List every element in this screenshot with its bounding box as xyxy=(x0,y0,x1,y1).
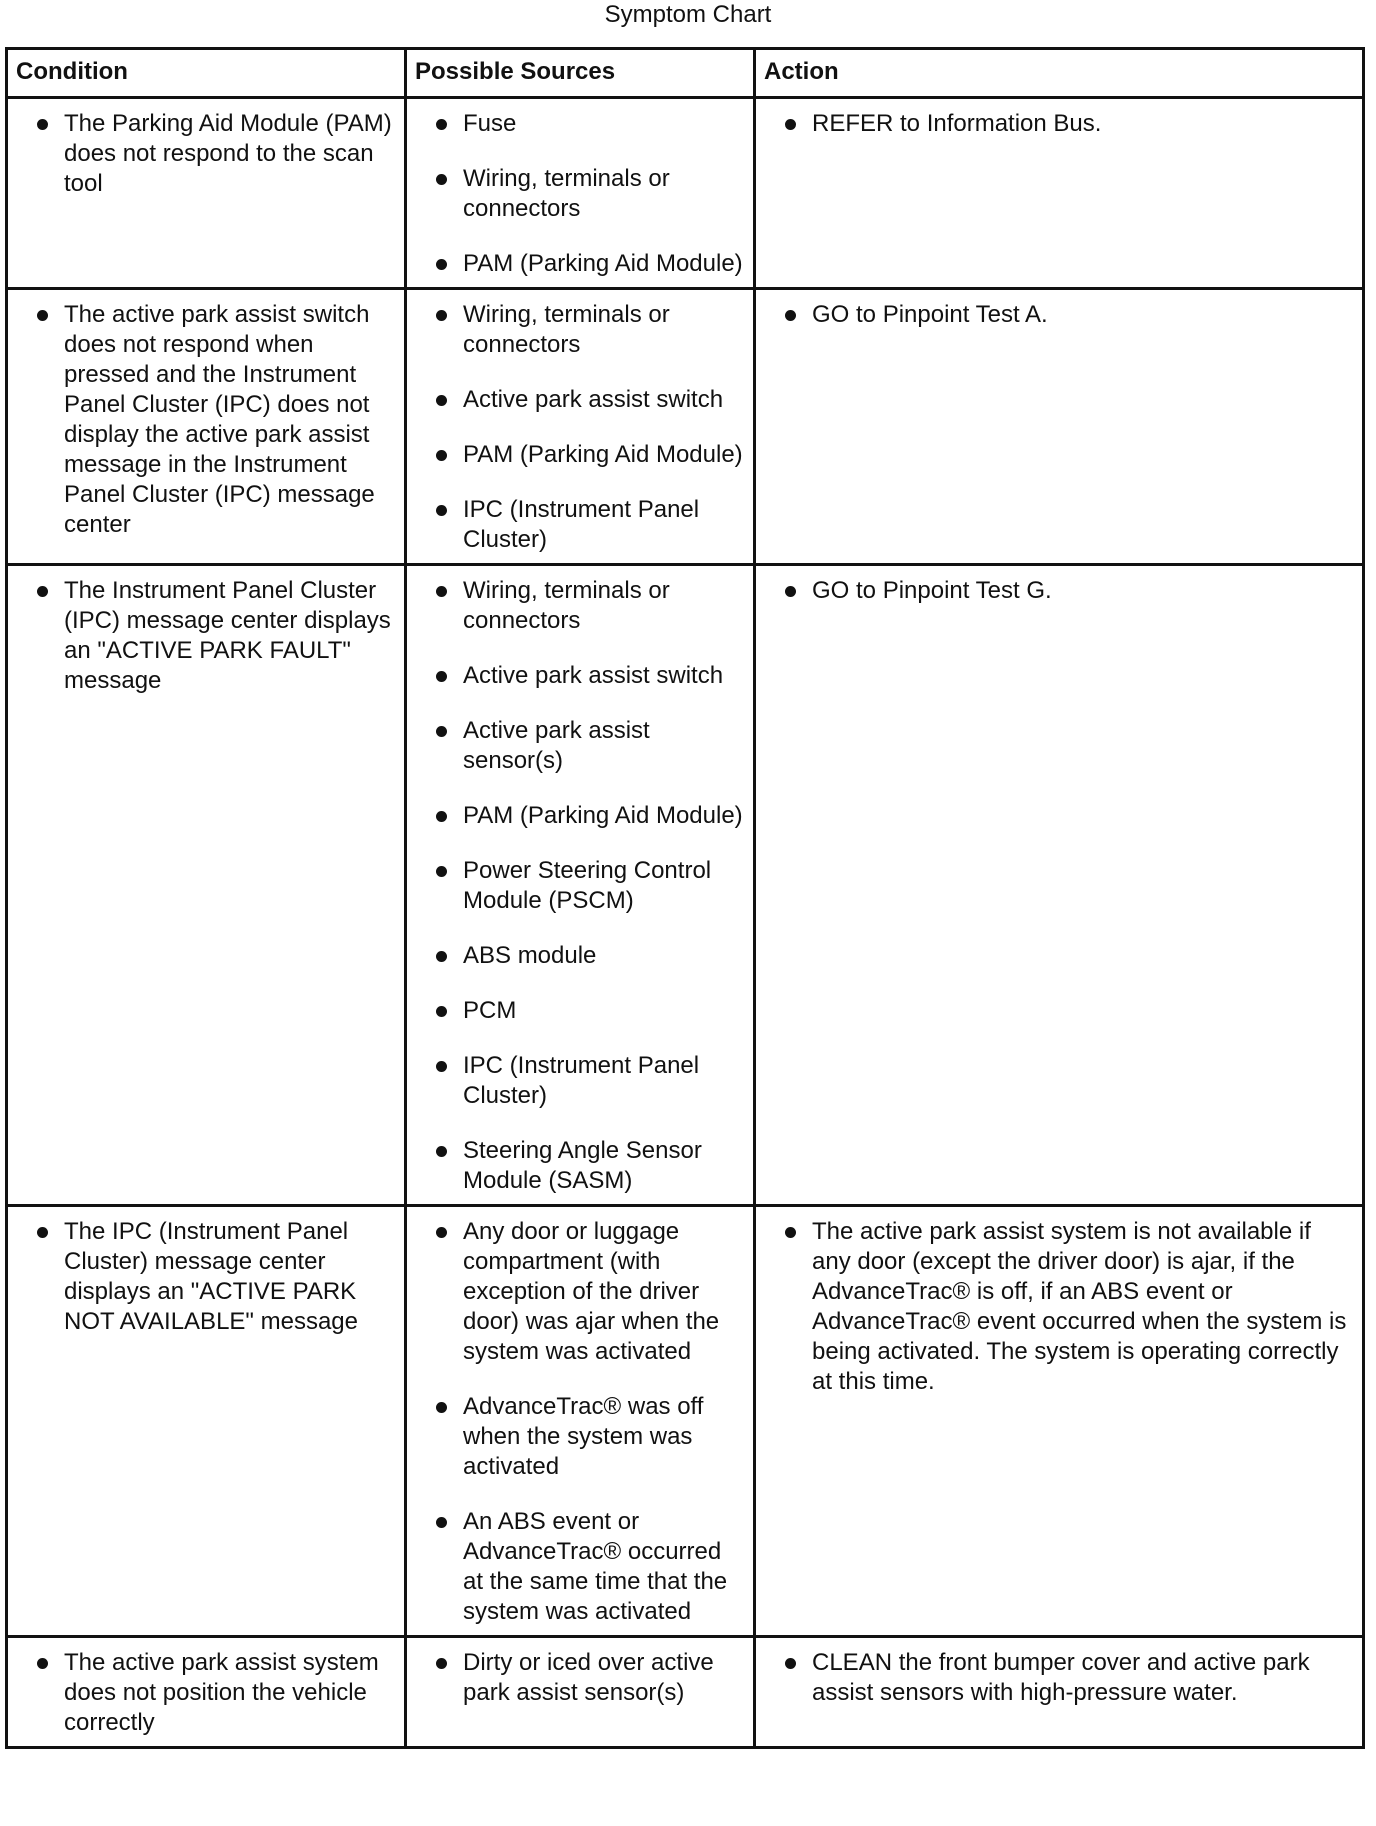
action-cell xyxy=(755,1637,1364,1748)
list-item-text: Fuse xyxy=(463,110,517,137)
bullet-icon xyxy=(37,310,48,321)
condition-cell xyxy=(7,98,406,289)
list-item xyxy=(415,495,747,555)
list-item xyxy=(764,300,1356,330)
bullet-list xyxy=(764,1648,1356,1708)
list-item xyxy=(415,661,747,691)
possible-sources-cell xyxy=(406,1637,755,1748)
action-cell xyxy=(755,289,1364,565)
bullet-icon xyxy=(436,866,447,877)
bullet-icon xyxy=(37,119,48,130)
condition-cell xyxy=(7,289,406,565)
list-item-text: Dirty or iced over active park assist sensor(s) xyxy=(463,1649,714,1706)
list-item xyxy=(764,109,1356,139)
bullet-icon xyxy=(436,951,447,962)
list-item xyxy=(415,1217,747,1367)
table-header-row xyxy=(7,49,1364,98)
bullet-list xyxy=(415,1648,747,1708)
possible-sources-cell xyxy=(406,1206,755,1637)
bullet-icon xyxy=(436,1061,447,1072)
page-title: Symptom Chart xyxy=(604,1,772,28)
list-item-text: Any door or luggage compartment (with exception of the driver door) was ajar when the system was activated xyxy=(463,1218,720,1365)
list-item-text: PCM xyxy=(463,997,517,1024)
list-item xyxy=(415,440,747,470)
possible-sources-cell xyxy=(406,289,755,565)
list-item-text: The active park assist switch does not respond when pressed and the Instrument Panel Cluster (IPC) does not display the active park assist message in the Instrument Panel Cluster (IPC) message center xyxy=(64,301,375,538)
action-cell xyxy=(755,565,1364,1206)
bullet-list xyxy=(764,300,1356,330)
list-item xyxy=(415,801,747,831)
list-item-text: Power Steering Control Module (PSCM) xyxy=(463,857,712,914)
list-item xyxy=(764,576,1356,606)
possible-sources-cell xyxy=(406,565,755,1206)
bullet-icon xyxy=(37,1227,48,1238)
bullet-icon xyxy=(436,450,447,461)
bullet-icon xyxy=(436,1402,447,1413)
table-row xyxy=(7,565,1364,1206)
bullet-icon xyxy=(785,119,796,130)
list-item-text: Wiring, terminals or connectors xyxy=(463,301,670,358)
list-item xyxy=(16,576,398,696)
bullet-icon xyxy=(436,259,447,270)
list-item xyxy=(415,1136,747,1196)
list-item-text: PAM (Parking Aid Module) xyxy=(463,250,743,277)
list-item-text: PAM (Parking Aid Module) xyxy=(463,441,743,468)
list-item-text: The Parking Aid Module (PAM) does not respond to the scan tool xyxy=(64,110,392,197)
condition-cell xyxy=(7,565,406,1206)
list-item-text: IPC (Instrument Panel Cluster) xyxy=(463,496,700,553)
list-item-text: IPC (Instrument Panel Cluster) xyxy=(463,1052,700,1109)
header-action: Action xyxy=(755,49,1364,98)
header-possible-sources: Possible Sources xyxy=(406,49,755,98)
list-item-text: The Instrument Panel Cluster (IPC) message center displays an "ACTIVE PARK FAULT" message xyxy=(64,577,391,694)
action-cell xyxy=(755,98,1364,289)
bullet-list xyxy=(415,300,747,555)
list-item xyxy=(16,109,398,199)
bullet-icon xyxy=(37,586,48,597)
bullet-icon xyxy=(436,1006,447,1017)
header-condition: Condition xyxy=(7,49,406,98)
list-item xyxy=(764,1217,1356,1397)
list-item-text: Active park assist switch xyxy=(463,662,724,689)
list-item xyxy=(415,996,747,1026)
bullet-list xyxy=(16,1217,398,1337)
list-item-text: AdvanceTrac® was off when the system was activated xyxy=(463,1393,704,1480)
table-body xyxy=(7,98,1364,1748)
list-item xyxy=(415,109,747,139)
list-item xyxy=(415,164,747,224)
list-item-text: GO to Pinpoint Test G. xyxy=(812,577,1052,604)
bullet-icon xyxy=(436,505,447,516)
bullet-icon xyxy=(785,310,796,321)
bullet-list xyxy=(415,1217,747,1627)
list-item xyxy=(16,1217,398,1337)
list-item xyxy=(16,1648,398,1738)
bullet-icon xyxy=(436,811,447,822)
bullet-icon xyxy=(436,395,447,406)
list-item-text: Active park assist switch xyxy=(463,386,724,413)
list-item xyxy=(415,576,747,636)
list-item xyxy=(415,941,747,971)
list-item-text: Steering Angle Sensor Module (SASM) xyxy=(463,1137,702,1194)
table-row xyxy=(7,1206,1364,1637)
bullet-list xyxy=(415,109,747,279)
list-item-text: GO to Pinpoint Test A. xyxy=(812,301,1048,328)
list-item xyxy=(415,1392,747,1482)
list-item-text: The IPC (Instrument Panel Cluster) message center displays an "ACTIVE PARK NOT AVAILABLE" message xyxy=(64,1218,358,1335)
bullet-list xyxy=(16,109,398,199)
list-item-text: PAM (Parking Aid Module) xyxy=(463,802,743,829)
list-item-text: CLEAN the front bumper cover and active park assist sensors with high-pressure water. xyxy=(812,1649,1310,1706)
table-row xyxy=(7,289,1364,565)
bullet-list xyxy=(16,576,398,696)
bullet-icon xyxy=(436,1227,447,1238)
bullet-list xyxy=(415,576,747,1196)
list-item xyxy=(415,716,747,776)
bullet-icon xyxy=(436,726,447,737)
list-item-text: The active park assist system does not position the vehicle correctly xyxy=(64,1649,379,1736)
list-item-text: Active park assist sensor(s) xyxy=(463,717,650,774)
bullet-icon xyxy=(436,1517,447,1528)
bullet-icon xyxy=(436,671,447,682)
list-item xyxy=(764,1648,1356,1708)
bullet-icon xyxy=(436,1658,447,1669)
table-row xyxy=(7,98,1364,289)
list-item-text: Wiring, terminals or connectors xyxy=(463,577,670,634)
bullet-icon xyxy=(785,1227,796,1238)
list-item-text: REFER to Information Bus. xyxy=(812,110,1102,137)
bullet-icon xyxy=(436,174,447,185)
list-item xyxy=(415,1507,747,1627)
bullet-icon xyxy=(37,1658,48,1669)
bullet-icon xyxy=(785,586,796,597)
bullet-list xyxy=(764,576,1356,606)
list-item xyxy=(415,1051,747,1111)
list-item xyxy=(415,300,747,360)
list-item xyxy=(415,385,747,415)
bullet-list xyxy=(16,1648,398,1738)
list-item-text: ABS module xyxy=(463,942,597,969)
bullet-list xyxy=(764,1217,1356,1397)
bullet-icon xyxy=(436,1146,447,1157)
list-item xyxy=(16,300,398,540)
bullet-icon xyxy=(785,1658,796,1669)
condition-cell xyxy=(7,1206,406,1637)
bullet-list xyxy=(16,300,398,540)
bullet-icon xyxy=(436,586,447,597)
bullet-list xyxy=(764,109,1356,139)
list-item xyxy=(415,1648,747,1708)
bullet-icon xyxy=(436,310,447,321)
list-item xyxy=(415,856,747,916)
symptom-table xyxy=(5,47,1365,1749)
bullet-icon xyxy=(436,119,447,130)
action-cell xyxy=(755,1206,1364,1637)
possible-sources-cell xyxy=(406,98,755,289)
table-row xyxy=(7,1637,1364,1748)
list-item-text: The active park assist system is not available if any door (except the driver door) is ajar, if the AdvanceTrac® is off, if an ABS event or AdvanceTrac® event occurred when the system is being activated. The system is operating correctly at this time. xyxy=(812,1218,1347,1395)
list-item-text: An ABS event or AdvanceTrac® occurred at the same time that the system was activated xyxy=(463,1508,728,1625)
list-item xyxy=(415,249,747,279)
list-item-text: Wiring, terminals or connectors xyxy=(463,165,670,222)
condition-cell xyxy=(7,1637,406,1748)
